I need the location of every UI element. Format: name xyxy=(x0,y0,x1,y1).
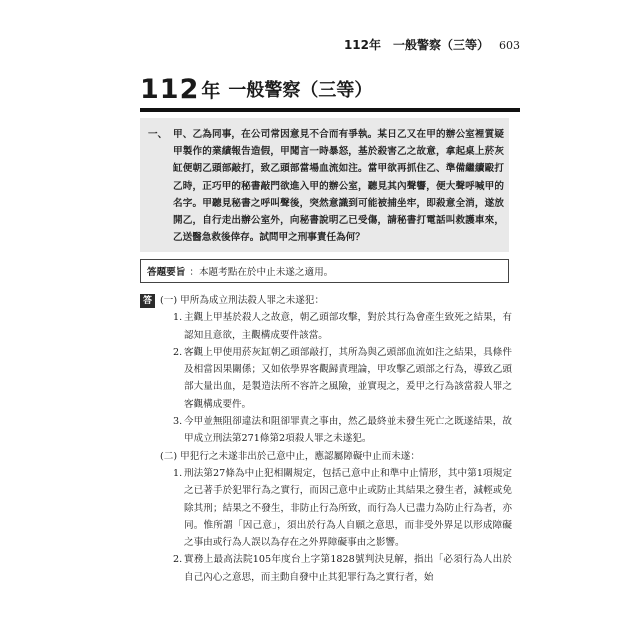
section-heading-1: (一) 甲所為成立刑法殺人罪之未遂犯： xyxy=(160,295,325,306)
item-number: 1. xyxy=(173,312,183,324)
answer-key-text: ：本題考點在於中止未遂之適用。 xyxy=(189,267,334,278)
item-number: 3. xyxy=(173,416,183,428)
chapter-title xyxy=(140,68,520,112)
item-text: 客觀上甲使用菸灰缸朝乙頭部敲打，其所為與乙頭部血流如注之結果，具條件及相當因果關係；又如依學界客觀歸責理論，甲攻擊乙頭部之行為，導致乙頭部大量出血，是製造法所不容許之風險，並實現之，爰甲之行為該當殺人罪之客觀構成要件。 xyxy=(184,346,512,410)
running-header-title: 112年 一般警察（三等） xyxy=(343,38,489,52)
item-number: 2. xyxy=(173,346,183,358)
item-text: 主觀上甲基於殺人之故意，朝乙頭部攻擊，對於其行為會產生致死之結果，有認知且意欲，主觀構成要件該當。 xyxy=(184,312,512,341)
page-number: 603 xyxy=(499,39,520,52)
item-number: 2. xyxy=(173,554,183,566)
section-heading-2: (二) 甲犯行之未遂非出於己意中止，應認屬障礙中止而未遂： xyxy=(160,450,420,462)
title-exam-name: 一般警察（三等） xyxy=(228,80,373,101)
list-item xyxy=(173,309,512,344)
list-item xyxy=(173,344,512,413)
answer-badge: 答 xyxy=(140,294,155,308)
question-number: 一、 xyxy=(148,129,168,140)
question-text: 甲、乙為同事，在公司常因意見不合而有爭執。某日乙又在甲的辦公室裡質疑甲製作的業績報告造假，甲聞言一時暴怒，基於殺害乙之故意，拿起桌上菸灰缸便朝乙頭部敲打，致乙頭部當場血流如注。當甲欲再抓住乙、準備繼續毆打乙時，正巧甲的秘書敲門欲進入甲的辦公室，聽見其內聲響，便大聲呼喊甲的名字。甲聽見秘書之呼叫聲後，突然意識到可能被捕坐牢，即殺意全消，遂放開乙，自行走出辦公室外，向秘書說明乙已受傷，請秘書打電話叫救護車來，乙送醫急救後倖存。試問甲之刑事責任為何？ xyxy=(173,129,504,244)
item-text: 今甲並無阻卻違法和阻卻罪責之事由，然乙最終並未發生死亡之既遂結果，故甲成立刑法第271條第2項殺人罪之未遂犯。 xyxy=(184,416,512,445)
answer-key-box xyxy=(140,259,509,283)
list-item xyxy=(173,551,512,586)
list-item xyxy=(173,413,512,448)
title-year-suffix: 年 xyxy=(201,80,221,102)
title-year: 112 xyxy=(140,74,200,105)
list-item xyxy=(173,465,512,551)
question-box xyxy=(140,118,509,252)
item-text: 刑法第27條為中止犯相關規定，包括己意中止和準中止情形，其中第1項規定之已著手於犯罪行為之實行，而因己意中止或防止其結果之發生者，減輕或免除其刑；結果之不發生，非防止行為所致，而行為人已盡力為防止行為者，亦同。惟所謂「因己意」，須出於行為人自願之意思，而非受外界足以形成障礙之事由或行為人誤以為存在之外界障礙事由之影響。 xyxy=(184,467,512,549)
answer-key-label: 答題要旨 xyxy=(147,267,186,278)
answer-body xyxy=(140,292,512,586)
item-number: 1. xyxy=(173,467,183,479)
item-text: 實務上最高法院105年度台上字第1828號判決見解，指出「必須行為人出於自己內心之意思，而主動自發中止其犯罪行為之實行者，始 xyxy=(184,554,512,583)
running-header xyxy=(344,36,520,53)
